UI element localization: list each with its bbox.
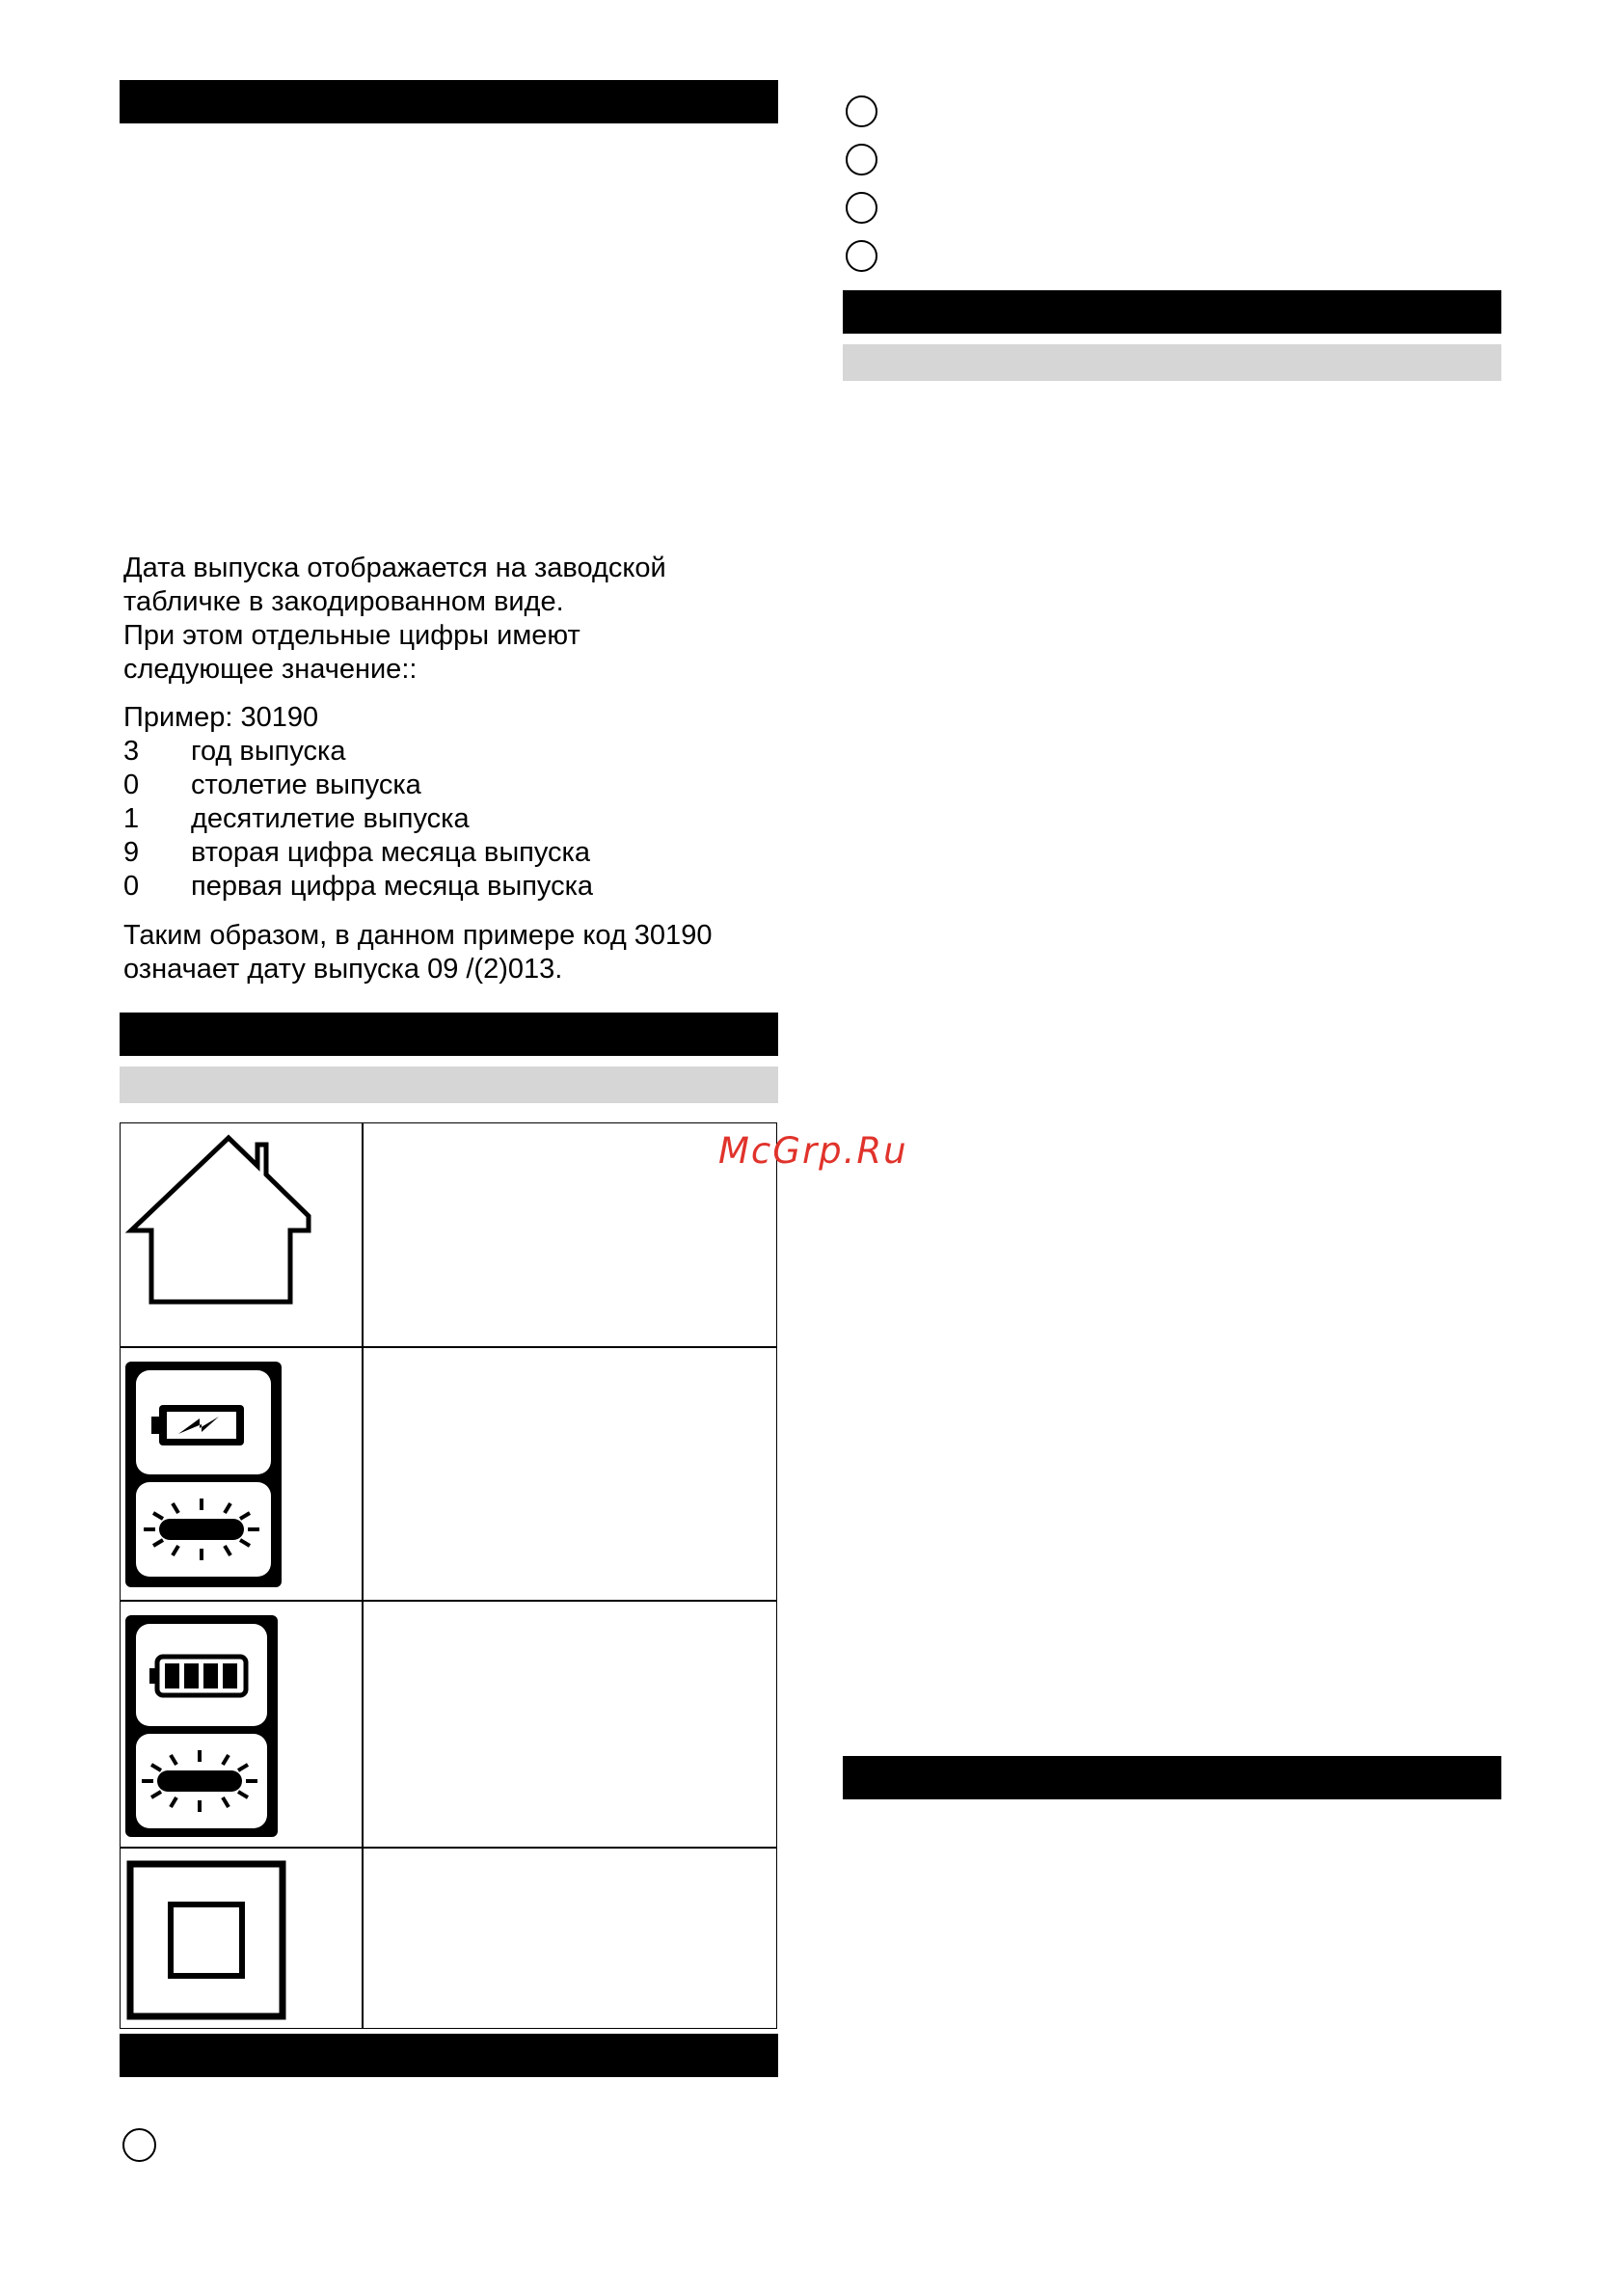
code-row	[123, 836, 593, 870]
language-marker-circle	[846, 95, 877, 127]
battery-charging-icon	[122, 1359, 286, 1590]
subsection-bar-symbols	[120, 1067, 778, 1103]
intro-line: Дата выпуска отображается на заводской	[123, 553, 666, 583]
intro-line: следующее значение::	[123, 654, 418, 685]
table-divider	[121, 1346, 776, 1348]
code-digit: 1	[123, 803, 140, 834]
intro-line: табличке в закодированном виде.	[123, 586, 564, 617]
section-header-bar-top-right	[843, 290, 1501, 334]
code-meaning: год выпуска	[191, 736, 346, 767]
code-digit: 0	[123, 770, 140, 800]
code-meaning: десятилетие выпуска	[191, 803, 470, 834]
section-header-bar-bottom-right	[843, 1756, 1501, 1799]
table-divider	[121, 1847, 776, 1849]
date-code-example	[123, 701, 593, 904]
conclusion-line: Таким образом, в данном примере код 30190	[123, 920, 713, 951]
house-icon	[124, 1133, 317, 1307]
subsection-bar-right	[843, 344, 1501, 381]
language-marker-circle	[846, 240, 877, 272]
battery-full-icon	[122, 1612, 281, 1840]
language-marker-circle	[846, 144, 877, 176]
code-digit: 3	[123, 736, 140, 767]
section-header-bar-bottom-left	[120, 2034, 778, 2077]
code-meaning: вторая цифра месяца выпуска	[191, 837, 591, 868]
code-row	[123, 870, 593, 904]
language-marker-circle	[846, 192, 877, 224]
code-digit: 9	[123, 837, 140, 868]
table-divider	[121, 1600, 776, 1602]
code-row	[123, 802, 593, 836]
double-insulation-icon	[126, 1860, 286, 2020]
language-marker-circle	[122, 2128, 156, 2162]
date-code-intro	[123, 552, 666, 687]
code-meaning: первая цифра месяца выпуска	[191, 871, 594, 902]
code-row	[123, 769, 593, 802]
symbols-table	[120, 1122, 777, 2029]
table-divider	[362, 1123, 364, 2028]
watermark-text: McGrp.Ru	[718, 1130, 908, 1172]
code-row	[123, 735, 593, 769]
code-meaning: столетие выпуска	[191, 770, 421, 800]
example-label: Пример: 30190	[123, 702, 319, 733]
code-digit: 0	[123, 871, 140, 902]
date-code-conclusion	[123, 919, 712, 986]
section-header-bar-symbols	[120, 1013, 778, 1056]
conclusion-line: означает дату выпуска 09 /(2)013.	[123, 954, 563, 985]
section-header-bar-top-left	[120, 80, 778, 123]
intro-line: При этом отдельные цифры имеют	[123, 620, 580, 651]
